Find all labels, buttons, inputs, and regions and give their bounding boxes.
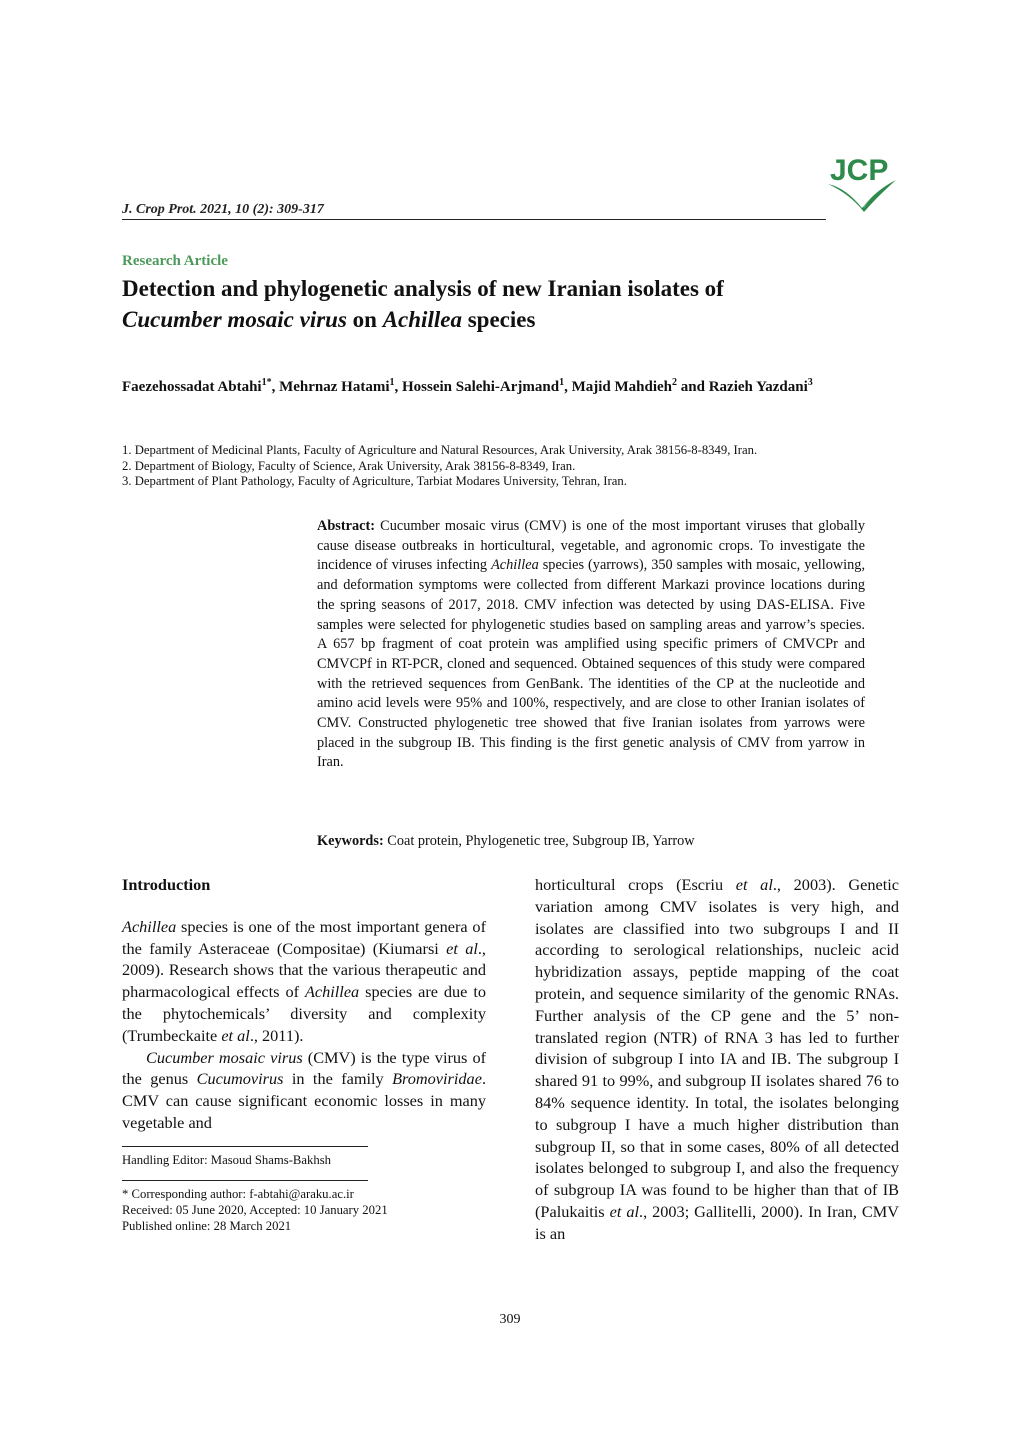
- section-heading-introduction: Introduction: [122, 875, 211, 894]
- author-affiliation-mark: 1*: [261, 377, 272, 388]
- abstract-block: [317, 517, 865, 773]
- article-type-label: Research Article: [122, 253, 228, 269]
- paragraph-text: ., 2011).: [249, 1025, 304, 1045]
- author-separator: ,: [394, 379, 402, 395]
- author-separator: ,: [564, 379, 572, 395]
- abstract-text: Cucumber mosaic virus (CMV) is one of the most important viruses that globally cause disease outbreaks in horticultural, vegetable, and agronomic crops. To investigate the incidence of viruses infecting: [317, 518, 865, 574]
- author-name: Faezehossadat Abtahi: [122, 379, 262, 395]
- paragraph-text: . CMV can cause significant economic losses in many vegetable and: [122, 1069, 487, 1132]
- author-separator: ,: [271, 379, 280, 395]
- italic-et-al: et al: [735, 875, 773, 894]
- paragraph-text: in the family: [283, 1069, 393, 1089]
- italic-et-al: et al: [221, 1025, 250, 1045]
- italic-virus-name: Cucumber mosaic virus: [146, 1047, 303, 1067]
- paragraph-text: horticultural crops (Escriu: [535, 875, 736, 894]
- affiliation-list: [122, 443, 912, 490]
- jcp-logo-icon: [824, 150, 900, 214]
- affiliation-item: 2. Department of Biology, Faculty of Science, Arak University, Arak 38156-8-8349, Iran.: [122, 458, 576, 473]
- italic-et-al: et al: [446, 938, 478, 958]
- abstract-text: species (yarrows), 350 samples with mosaic, yellowing, and deformation symptoms were collected from different Markazi province locations during the spring seasons of 2017, 2018. CMV infection was detected by using DAS-ELISA. Five samples were selected for phylogenetic studies based on sampling areas and yarrow’s species. A 657 bp fragment of coat protein was amplified using specific primers of CMVCPr and CMVCPf in RT-PCR, cloned and sequenced. Obtained sequences of this study were compared with the retrieved sequences from GenBank. The identities of the CP at the nucleotide and amino acid levels were 95% and 100%, respectively, and are close to other Iranian isolates of CMV. Constructed phylogenetic tree showed that five Iranian isolates from yarrows were placed in the subgroup IB. This finding is the first genetic analysis of CMV from yarrow in Iran.: [317, 557, 866, 771]
- right-column: [535, 874, 899, 1245]
- logo-text: JCP: [830, 154, 889, 187]
- keywords-block: [317, 832, 877, 851]
- abstract-genus: Achillea: [491, 557, 539, 574]
- italic-genus: Cucumovirus: [196, 1069, 284, 1089]
- footnote-divider: [122, 1180, 368, 1181]
- author-name: Hossein Salehi-Arjmand: [401, 379, 560, 395]
- paragraph-text: (CMV) is the type virus of the genus: [122, 1047, 487, 1089]
- title-line-1: Detection and phylogenetic analysis of new Iranian isolates of: [122, 276, 724, 301]
- journal-citation: J. Crop Prot. 2021, 10 (2): 309-317: [122, 202, 826, 220]
- title-genus: Achillea: [382, 307, 462, 332]
- author-separator: and: [677, 379, 709, 395]
- author-affiliation-mark: 3: [807, 377, 813, 388]
- paragraph-text: species are due to the phytochemicals’ diversity and complexity (Trumbeckaite: [122, 982, 487, 1045]
- author-list: [122, 376, 900, 399]
- title-connector: on: [346, 307, 383, 332]
- intro-paragraph-2: [122, 1047, 486, 1134]
- published-online-note: Published online: 28 March 2021: [122, 1218, 292, 1233]
- title-tail: species: [461, 307, 536, 332]
- italic-genus: Achillea: [122, 916, 177, 936]
- corresponding-author-note: * Corresponding author: f-abtahi@araku.ac.ir: [122, 1186, 354, 1201]
- paragraph-text: ., 2009). Research shows that the various therapeutic and pharmacological effects of: [122, 938, 486, 1002]
- abstract-label: Abstract:: [317, 518, 375, 534]
- keywords-label: Keywords:: [317, 833, 384, 849]
- article-title: [122, 273, 902, 335]
- paragraph-text: species is one of the most important genera of the family Asteraceae (Compositae) (Kiumarsi: [122, 916, 486, 958]
- handling-editor-note: Handling Editor: Masoud Shams-Bakhsh: [122, 1152, 331, 1167]
- author-affiliation-mark: 1: [559, 377, 565, 388]
- author-affiliation-mark: 1: [389, 377, 395, 388]
- intro-paragraph-1: [122, 916, 486, 1047]
- author-name: Majid Mahdieh: [571, 379, 673, 395]
- affiliation-item: 1. Department of Medicinal Plants, Faculty of Agriculture and Natural Resources, Arak University, Arak 38156-8-8349, Iran.: [122, 443, 758, 457]
- author-name: Razieh Yazdani: [708, 379, 808, 395]
- author-name: Mehrnaz Hatami: [279, 379, 390, 395]
- paragraph-text: ., 2003; Gallitelli, 2000). In Iran, CMV is an: [535, 1201, 900, 1243]
- paragraph-text: ., 2003). Genetic variation among CMV isolates is very high, and isolates are classified into two subgroups I and II according to serological relationships, nucleic acid hybridization assays, peptide mapping of the coat protein, and sequence similarity of the genomic RNAs. Further analysis of the CP gene and the 5’ non-translated region (NTR) of RNA 3 has led to further division of subgroup I into IA and IB. The subgroup I shared 91 to 99%, and subgroup II isolates shared 76 to 84% sequence identity. In total, the isolates belonging to subgroup I have a much higher distribution than subgroup II, so that in some cases, 80% of all detected isolates belonged to subgroup I, and also the frequency of subgroup IA was found to be higher than that of IB (Palukaitis: [535, 875, 900, 1221]
- author-affiliation-mark: 2: [672, 377, 678, 388]
- received-accepted-note: Received: 05 June 2020, Accepted: 10 January 2021: [122, 1202, 388, 1217]
- affiliation-item: 3. Department of Plant Pathology, Faculty of Agriculture, Tarbiat Modares University, Tehran, Iran.: [122, 474, 627, 488]
- title-virus-name: Cucumber mosaic virus: [122, 307, 347, 332]
- italic-genus: Achillea: [304, 982, 360, 1002]
- italic-family: Bromoviridae: [392, 1069, 482, 1089]
- page-number: 309: [499, 1312, 521, 1327]
- left-column: [122, 874, 486, 1234]
- keywords-text: Coat protein, Phylogenetic tree, Subgroup IB, Yarrow: [383, 833, 695, 849]
- intro-paragraph-continued: [535, 874, 899, 1245]
- footnote-divider: [122, 1146, 368, 1147]
- italic-et-al: et al: [609, 1201, 640, 1221]
